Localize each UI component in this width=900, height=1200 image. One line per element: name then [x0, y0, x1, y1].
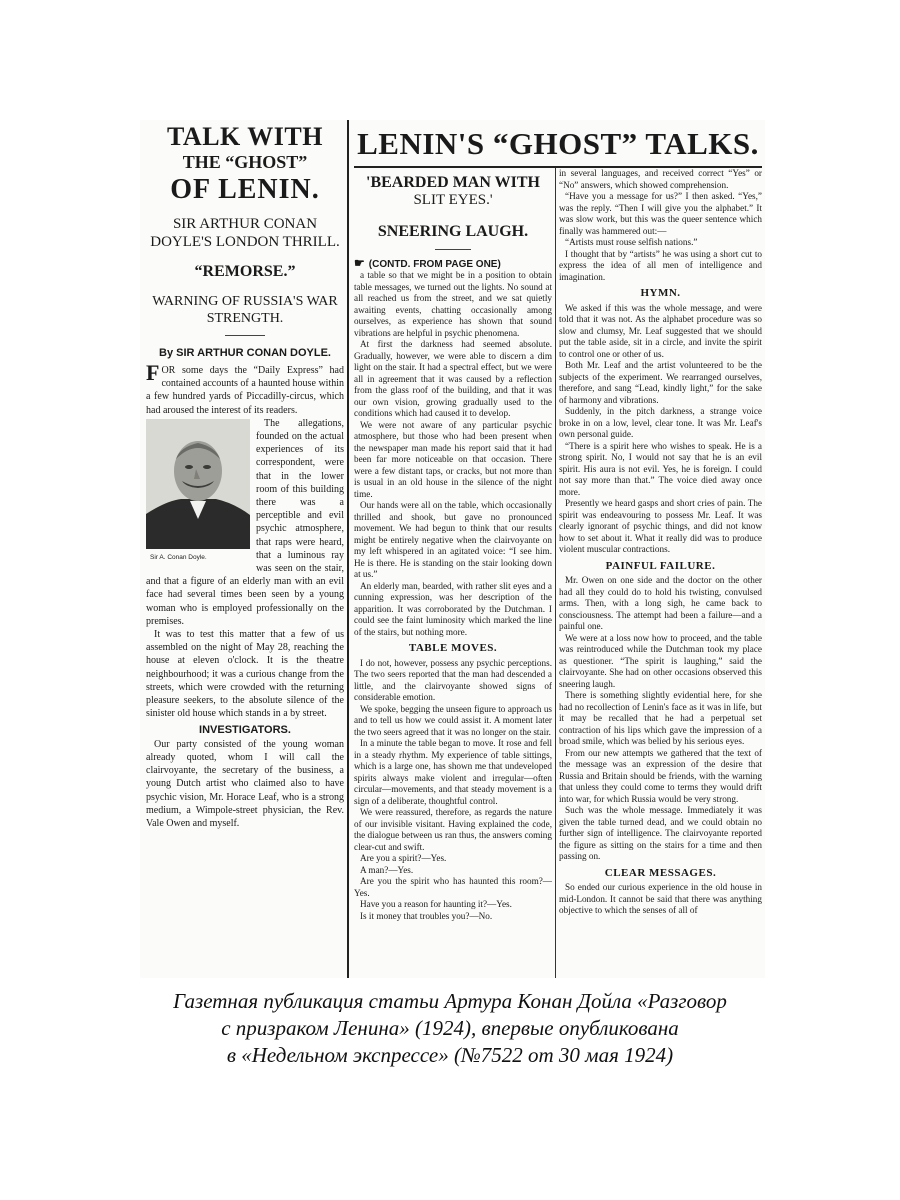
headline-talk-with: TALK WITH [167, 122, 323, 151]
right-para: “Have you a message for us?” I then asked. “Yes,” was the reply. “Then I will give you the alphabet.” It was slow work, but this was the queer sentence which finally was hammered out:— [559, 191, 762, 236]
dialogue-line: Are you the spirit who has haunted this room?—Yes. [354, 876, 552, 898]
section-investigators: INVESTIGATORS. [199, 724, 291, 737]
caption-line-1: Газетная публикация статьи Артура Конан Дойла «Разговор [173, 989, 727, 1013]
inner-column-divider [555, 168, 556, 978]
right-para: So ended our curious experience in the old house in mid-London. It cannot be said that there was anything objective to which the senses of all of [559, 882, 762, 915]
mid-para: a table so that we might be in a position to obtain table messages, we turned out the lights. No sound at all reached us from the street, and we sat quietly awaiting events, chatting occasionally among ourselves, as experience has shown that sound vibrations are helpful in psychic phenomena. [354, 270, 552, 338]
headline-of-lenin: OF LENIN. [170, 174, 320, 205]
section-hymn: HYMN. [640, 287, 681, 299]
right-para: “There is a spirit here who wishes to speak. He is a strong spirit. No, I would not say that he is an evil spirit. His aura is not evil. Yes, he is foreign. I could not say more than that.” The voice died away once more. [559, 440, 762, 497]
right-para: Suddenly, in the pitch darkness, a strange voice broke in on a low, level, clear tone. It was Mr. Leaf's own personal guide. [559, 406, 762, 439]
head-rule [435, 249, 471, 250]
right-para: We were at a loss now how to proceed, and the table was reintroduced while the Dutchman took my place as questioner. “The spirit is laughing,” said the clairvoyante. She had on other occasions observed this sneering laugh. [559, 632, 762, 689]
right-para: Such was the whole message. Immediately it was given the table turned dead, and we could obtain no further sign of intelligence. The clairvoyante reported the figure as sitting on the stairs for a time and then passing on. [559, 805, 762, 861]
image-caption [110, 988, 790, 1069]
drop-cap: F [146, 360, 160, 385]
dialogue-line: A man?—Yes. [360, 864, 414, 875]
divider-rule [225, 335, 265, 336]
byline: By SIR ARTHUR CONAN DOYLE. [159, 347, 331, 359]
right-column [559, 168, 762, 978]
mid-para: I do not, however, possess any psychic perceptions. The two seers reported that the man had descended a little, and the clairvoyante showed signs of considerable emotion. [354, 657, 552, 702]
head-bearded-man: 'BEARDED MAN WITH [366, 174, 540, 191]
mid-para: We spoke, begging the unseen figure to approach us and to tell us how we could assist it. A moment later the two seers agreed that it was no longer on the stair. [354, 703, 552, 737]
mid-para: We were not aware of any particular psychic atmosphere, but those who had been present when the newspaper man made his report said that it had been far more noticeable on that occasion. There were a few distant taps, or cracks, but not more than is usual in an old house in the silence of the night time. [354, 419, 552, 499]
mid-para: Our hands were all on the table, which occasionally thrilled and shook, but gave no pronounced movement. We had begun to think that our results might be entirely negative when the clairvoyante on my left whispered in an agitated voice: “I see him. He is there. He is standing on the stair looking down at us.” [354, 500, 552, 579]
right-text [559, 168, 762, 917]
column-divider [347, 120, 349, 978]
subhead-remorse: “REMORSE.” [194, 263, 296, 280]
para-allegations: The allegations, founded on the actual experiences of its correspondent, were that in the lower room of this building there was a perceptible and evil psychic atmosphere, that raps were heard, that a luminous ray was seen on the stair, and that a figure of an elderly man with an evil face had several times been seen by a young woman who is employed professionally on the premises. [146, 417, 344, 627]
dialogue-line: Are you a spirit?—Yes. [360, 853, 447, 863]
continued-label [354, 256, 552, 270]
mid-para: We were reassured, therefore, as regards the nature of our invisible visitant. Having explained the code, the dialogue between us ran thus, the answers coming clear-cut and swift. [354, 807, 552, 852]
right-para: There is something slightly evidential here, for she had no recollection of Lenin's face as it was in life, but it may be recalled that he had a perpetual set contraction of his lips which gave the impression of a broad smile, which was belied by his serious eyes. [559, 690, 762, 746]
headline-the-ghost: THE “GHOST” [182, 152, 308, 172]
head-slit-eyes: SLIT EYES.' [413, 192, 493, 208]
doyle-portrait-image [146, 419, 250, 549]
right-para: From our new attempts we gathered that the text of the message was an expression of the desire that Russia and Britain should be friends, with the warning that unless they could come to terms they would drift into war, for which Russia would be very strong. [559, 747, 762, 804]
main-title: LENIN'S “GHOST” TALKS. [357, 126, 759, 161]
right-para: in several languages, and received correct “Yes” or “No” answers, which showed comprehension. [559, 168, 762, 190]
left-column [146, 120, 344, 978]
section-painful-failure: PAINFUL FAILURE. [605, 559, 716, 572]
right-article [354, 120, 762, 978]
caption-line-3: в «Недельном экспрессе» (№7522 от 30 мая 1924) [226, 1043, 674, 1067]
mid-para: In a minute the table began to move. It rose and fell in a steady rhythm. My experience of table sittings, which is a large one, has shown me that undeveloped spirits always make violent and irregular—often circular—movements, and that steady movement is a sign of a deliberate, thoughtful control. [354, 738, 552, 806]
section-table-moves: TABLE MOVES. [408, 642, 498, 654]
mid-para: At first the darkness had seemed absolute. Gradually, however, we were able to discern a dim light on the stair. It had a spectral effect, but we were all in agreement that it was caused by a reflection from the glass roof of the building, and that it was our own vision, growing gradually used to the conditions which had caused it to develop. [354, 339, 552, 418]
continued-text: (CONTD. FROM PAGE ONE) [368, 259, 501, 270]
middle-text [354, 270, 552, 922]
middle-column [354, 168, 552, 978]
portrait-caption: Sir A. Conan Doyle. [150, 553, 207, 561]
para-test: It was to test this matter that a few of us assembled on the night of May 28, reaching the house at eleven o'clock. It is the theatre neighbourhood; it was a curious change from the streets, which were crowded with the returning pleasure seekers, to the absolute silence of the sinister old house which stands in a by street. [146, 629, 344, 720]
article-body-left [146, 360, 344, 830]
subhead-warning: WARNING OF RUSSIA'S WAR STRENGTH. [152, 294, 338, 326]
pointing-hand-icon: ☛ [354, 256, 365, 270]
right-para: Presently we heard gasps and short cries of pain. The spirit was endeavouring to possess Mr. Leaf. It was clearly ignorant of psychic things, and did not know how to set about it. What it really did was to produce violent muscular contractions. [559, 498, 762, 554]
right-para: “Artists must rouse selfish nations.” [565, 237, 698, 247]
mid-para: An elderly man, bearded, with rather slit eyes and a cunning expression, was her description of the apparition. It was corroborated by the Dutchman. I could see the faint luminosity which marked the line of the stairs, but nothing more. [354, 580, 552, 637]
head-sneering-laugh: SNEERING LAUGH. [377, 223, 529, 240]
right-para: Mr. Owen on one side and the doctor on the other had all they could do to hold his twisting, convulsed arms. Then, with a long sigh, he came back to consciousness. The attempt had been a failure—and a painful one. [559, 575, 762, 631]
right-para: Both Mr. Leaf and the artist volunteered to be the subjects of the experiment. We rearranged ourselves, therefore, and sang “Lead, kindly light,” for the sake of harmony and vibrations. [559, 360, 762, 405]
para-party: Our party consisted of the young woman already quoted, whom I will call the clairvoyante, the secretary of the business, a young Dutch artist who claimed also to have psychic vision, Mr. Horace Leaf, who is a strong medium, a Wimpole-street physician, the Rev. Vale Owen and myself. [146, 738, 344, 829]
caption-line-2: с призраком Ленина» (1924), впервые опубликована [221, 1016, 679, 1040]
subhead-doyle-thrill: SIR ARTHUR CONAN DOYLE'S LONDON THRILL. [150, 216, 340, 250]
dialogue-line: Is it money that troubles you?—No. [360, 910, 493, 921]
right-para: We asked if this was the whole message, and were told that it was not. As the alphabet procedure was so slow and clumsy, Mr. Leaf suggested that we should put the table aside, sit in a circle, and invite the spirit to control one or other of us. [559, 302, 762, 359]
right-para: I thought that by “artists” he was using a short cut to express the idea of all men of intelligence and imagination. [559, 248, 762, 282]
section-clear-messages: CLEAR MESSAGES. [604, 866, 717, 879]
dialogue-line: Have you a reason for haunting it?—Yes. [360, 899, 512, 909]
newspaper-clipping [140, 120, 765, 978]
intro-text: OR some days the “Daily Express” had contained accounts of a haunted house within a few hundred yards of Piccadilly-circus, which had aroused the interest of its readers. [146, 365, 344, 416]
portrait-block [146, 419, 250, 564]
